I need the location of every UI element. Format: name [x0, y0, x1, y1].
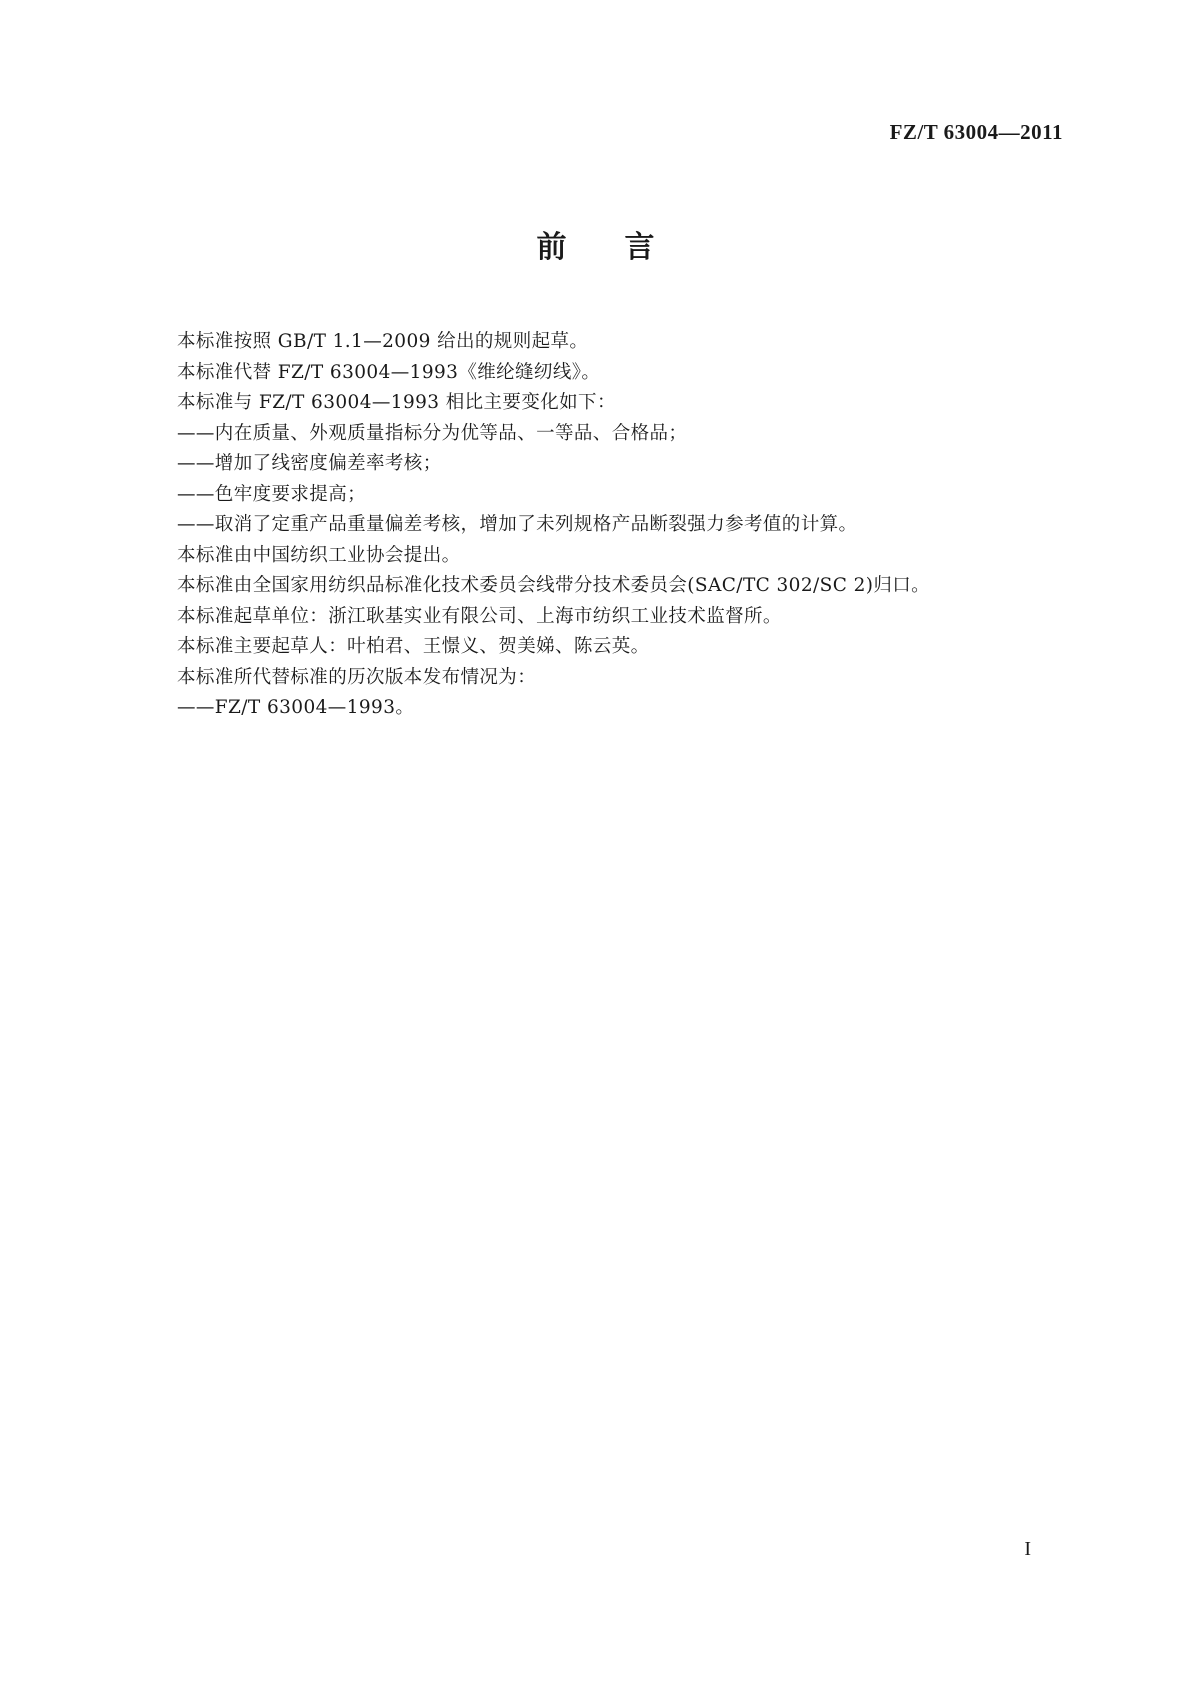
paragraph: 本标准所代替标准的历次版本发布情况为：	[177, 666, 537, 688]
page-number: I	[1024, 1538, 1031, 1560]
paragraph: 本标准由全国家用纺织品标准化技术委员会线带分技术委员会(SAC/TC 302/SC 2)归口。	[177, 575, 931, 596]
paragraph: 本标准由中国纺织工业协会提出。	[177, 544, 461, 566]
paragraph: 本标准按照 GB/T 1.1—2009 给出的规则起草。	[177, 331, 589, 352]
list-item: ——增加了线密度偏差率考核；	[177, 453, 442, 474]
list-item: ——取消了定重产品重量偏差考核，增加了未列规格产品断裂强力参考值的计算。	[177, 514, 858, 535]
list-item: ——FZ/T 63004—1993。	[177, 697, 415, 718]
paragraph: 本标准与 FZ/T 63004—1993 相比主要变化如下：	[177, 392, 616, 413]
paragraph: 本标准主要起草人：叶柏君、王憬义、贺美娣、陈云英。	[177, 636, 650, 657]
list-item: ——色牢度要求提高；	[177, 483, 367, 505]
foreword-body	[177, 327, 1077, 724]
paragraph: 本标准代替 FZ/T 63004—1993《维纶缝纫线》。	[177, 361, 601, 383]
list-item: ——内在质量、外观质量指标分为优等品、一等品、合格品；	[177, 422, 688, 444]
paragraph: 本标准起草单位：浙江耿基实业有限公司、上海市纺织工业技术监督所。	[177, 605, 782, 627]
standard-number: FZ/T 63004—2011	[889, 120, 1063, 144]
page-title: 前言	[536, 230, 713, 265]
